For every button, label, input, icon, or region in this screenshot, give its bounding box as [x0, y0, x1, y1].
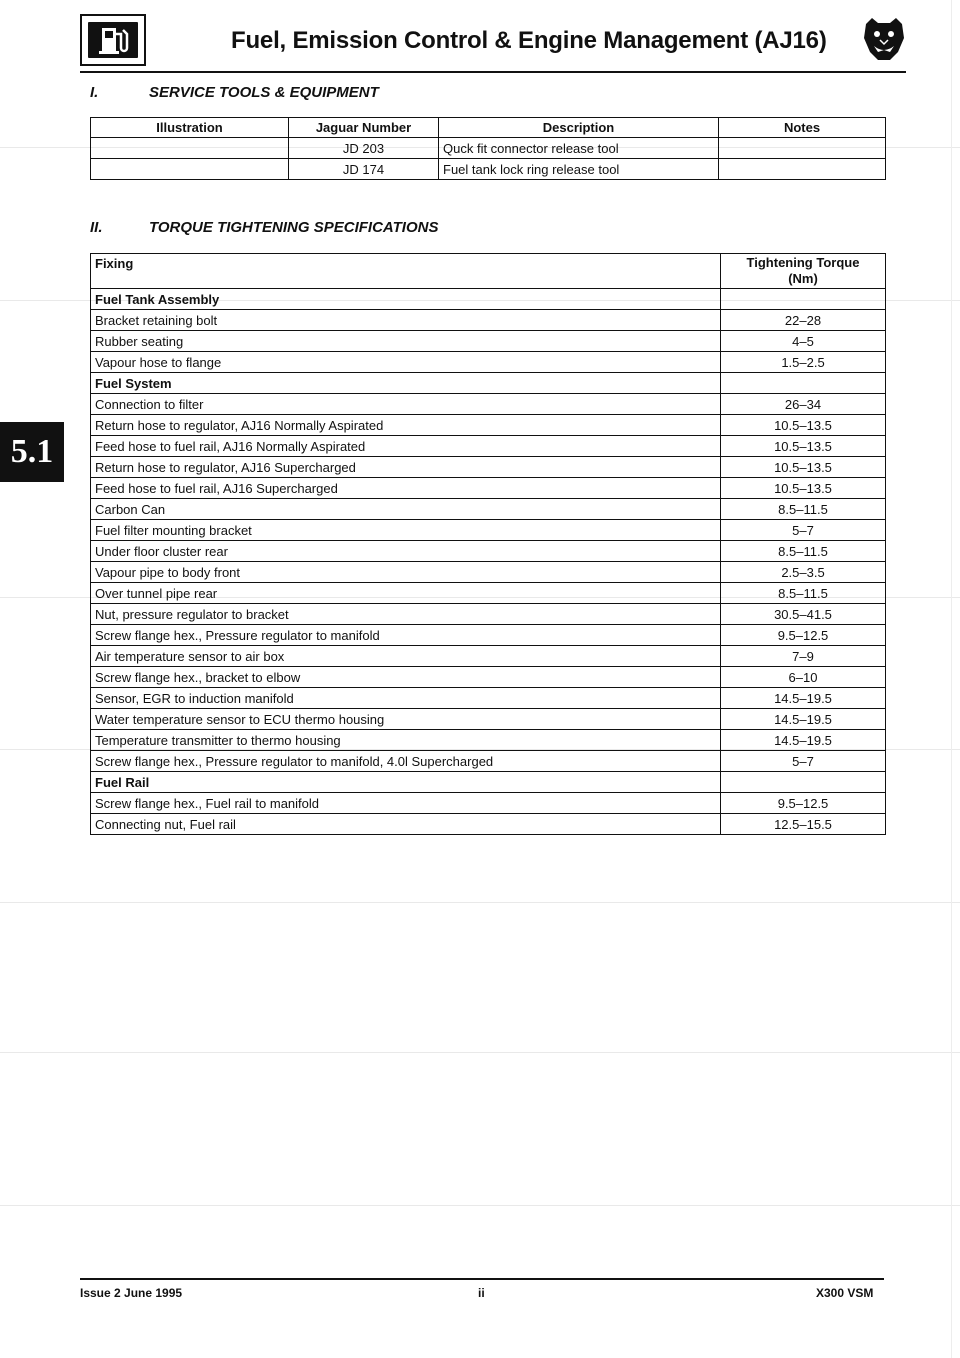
- torque-cell: 30.5–41.5: [721, 604, 886, 625]
- torque-cell: 14.5–19.5: [721, 730, 886, 751]
- table-row: [91, 730, 886, 751]
- table-row: [91, 436, 886, 457]
- torque-cell: 14.5–19.5: [721, 709, 886, 730]
- table-row: [91, 583, 886, 604]
- column-header-jaguar-number: Jaguar Number: [289, 118, 439, 138]
- torque-cell: 8.5–11.5: [721, 583, 886, 604]
- table-row: [91, 415, 886, 436]
- table-row: [91, 625, 886, 646]
- service-tools-table: [90, 117, 886, 180]
- torque-cell: 7–9: [721, 646, 886, 667]
- section-2-numeral: II.: [90, 219, 103, 236]
- torque-cell: 5–7: [721, 520, 886, 541]
- fixing-cell: Feed hose to fuel rail, AJ16 Normally Aspirated: [91, 436, 721, 457]
- table-row: [91, 709, 886, 730]
- fixing-cell: Carbon Can: [91, 499, 721, 520]
- torque-cell: 10.5–13.5: [721, 415, 886, 436]
- tool-number-cell: JD 174: [289, 159, 439, 180]
- fixing-cell: Screw flange hex., Fuel rail to manifold: [91, 793, 721, 814]
- footer-manual-code: X300 VSM: [816, 1286, 874, 1300]
- page-header-title: Fuel, Emission Control & Engine Management (AJ16): [231, 27, 827, 54]
- table-row: [91, 457, 886, 478]
- torque-cell: 1.5–2.5: [721, 352, 886, 373]
- torque-cell: 12.5–15.5: [721, 814, 886, 835]
- fixing-cell: Water temperature sensor to ECU thermo housing: [91, 709, 721, 730]
- fixing-cell: Fuel filter mounting bracket: [91, 520, 721, 541]
- torque-cell: 10.5–13.5: [721, 436, 886, 457]
- table-row: [91, 331, 886, 352]
- table-row: [91, 138, 886, 159]
- table-row: [91, 478, 886, 499]
- fixing-cell: Connection to filter: [91, 394, 721, 415]
- tool-notes-cell: [719, 159, 886, 180]
- torque-cell: 9.5–12.5: [721, 625, 886, 646]
- torque-cell: 2.5–3.5: [721, 562, 886, 583]
- table-header-row: [91, 118, 886, 138]
- table-row: [91, 814, 886, 835]
- fixing-cell: Over tunnel pipe rear: [91, 583, 721, 604]
- column-header-tightening-torque: [721, 254, 886, 289]
- fixing-cell: Bracket retaining bolt: [91, 310, 721, 331]
- tool-description-cell: Quck fit connector release tool: [439, 138, 719, 159]
- torque-header-label: Tightening Torque: [746, 255, 860, 270]
- footer-rule: [80, 1278, 884, 1280]
- table-row: [91, 499, 886, 520]
- scan-line: [0, 1205, 960, 1206]
- fixing-cell: Air temperature sensor to air box: [91, 646, 721, 667]
- torque-spec-table: [90, 253, 886, 835]
- torque-cell: 8.5–11.5: [721, 541, 886, 562]
- fixing-cell: Connecting nut, Fuel rail: [91, 814, 721, 835]
- fixing-cell: Feed hose to fuel rail, AJ16 Supercharged: [91, 478, 721, 499]
- fixing-cell: Sensor, EGR to induction manifold: [91, 688, 721, 709]
- jaguar-head-icon: [860, 14, 908, 66]
- table-header-row: [91, 254, 886, 289]
- table-row: [91, 159, 886, 180]
- fuel-pump-icon: [80, 14, 146, 66]
- torque-cell: 6–10: [721, 667, 886, 688]
- table-row: [91, 646, 886, 667]
- fixing-cell: Screw flange hex., Pressure regulator to manifold: [91, 625, 721, 646]
- torque-cell: 22–28: [721, 310, 886, 331]
- table-row: [91, 289, 886, 310]
- fixing-cell: Under floor cluster rear: [91, 541, 721, 562]
- table-row: [91, 310, 886, 331]
- column-header-notes: Notes: [719, 118, 886, 138]
- section-2-title: TORQUE TIGHTENING SPECIFICATIONS: [149, 219, 439, 236]
- torque-header-unit: (Nm): [788, 271, 818, 286]
- column-header-fixing: Fixing: [91, 254, 721, 289]
- fixing-cell: Return hose to regulator, AJ16 Supercharged: [91, 457, 721, 478]
- header-rule: [80, 71, 906, 73]
- fixing-cell: Screw flange hex., Pressure regulator to manifold, 4.0l Supercharged: [91, 751, 721, 772]
- table-row: [91, 541, 886, 562]
- fixing-cell: Screw flange hex., bracket to elbow: [91, 667, 721, 688]
- fixing-cell: Rubber seating: [91, 331, 721, 352]
- torque-cell: [721, 373, 886, 394]
- scan-edge-line: [951, 0, 952, 1358]
- tool-description-cell: Fuel tank lock ring release tool: [439, 159, 719, 180]
- fixing-cell: Vapour pipe to body front: [91, 562, 721, 583]
- table-row: [91, 751, 886, 772]
- footer-issue: Issue 2 June 1995: [80, 1286, 183, 1300]
- table-row: [91, 688, 886, 709]
- fixing-cell: Fuel Tank Assembly: [91, 289, 721, 310]
- fixing-cell: Fuel Rail: [91, 772, 721, 793]
- fixing-cell: Return hose to regulator, AJ16 Normally Aspirated: [91, 415, 721, 436]
- section-tab: 5.1: [0, 422, 64, 482]
- column-header-illustration: Illustration: [91, 118, 289, 138]
- column-header-description: Description: [439, 118, 719, 138]
- section-1-title: SERVICE TOOLS & EQUIPMENT: [149, 84, 379, 101]
- table-row: [91, 520, 886, 541]
- section-1-numeral: I.: [90, 84, 99, 101]
- fixing-cell: Temperature transmitter to thermo housing: [91, 730, 721, 751]
- tool-illustration-cell: [91, 138, 289, 159]
- table-row: [91, 793, 886, 814]
- torque-cell: 26–34: [721, 394, 886, 415]
- tool-notes-cell: [719, 138, 886, 159]
- torque-cell: 14.5–19.5: [721, 688, 886, 709]
- table-row: [91, 394, 886, 415]
- tool-illustration-cell: [91, 159, 289, 180]
- scan-line: [0, 1052, 960, 1053]
- table-row: [91, 352, 886, 373]
- torque-cell: [721, 289, 886, 310]
- torque-cell: 10.5–13.5: [721, 457, 886, 478]
- fixing-cell: Vapour hose to flange: [91, 352, 721, 373]
- torque-cell: 8.5–11.5: [721, 499, 886, 520]
- torque-cell: [721, 772, 886, 793]
- table-row: [91, 373, 886, 394]
- table-row: [91, 562, 886, 583]
- fixing-cell: Fuel System: [91, 373, 721, 394]
- tool-number-cell: JD 203: [289, 138, 439, 159]
- table-row: [91, 604, 886, 625]
- table-row: [91, 667, 886, 688]
- footer-page-number: ii: [478, 1286, 485, 1300]
- fixing-cell: Nut, pressure regulator to bracket: [91, 604, 721, 625]
- table-row: [91, 772, 886, 793]
- torque-cell: 5–7: [721, 751, 886, 772]
- torque-cell: 10.5–13.5: [721, 478, 886, 499]
- torque-cell: 9.5–12.5: [721, 793, 886, 814]
- scan-line: [0, 902, 960, 903]
- torque-cell: 4–5: [721, 331, 886, 352]
